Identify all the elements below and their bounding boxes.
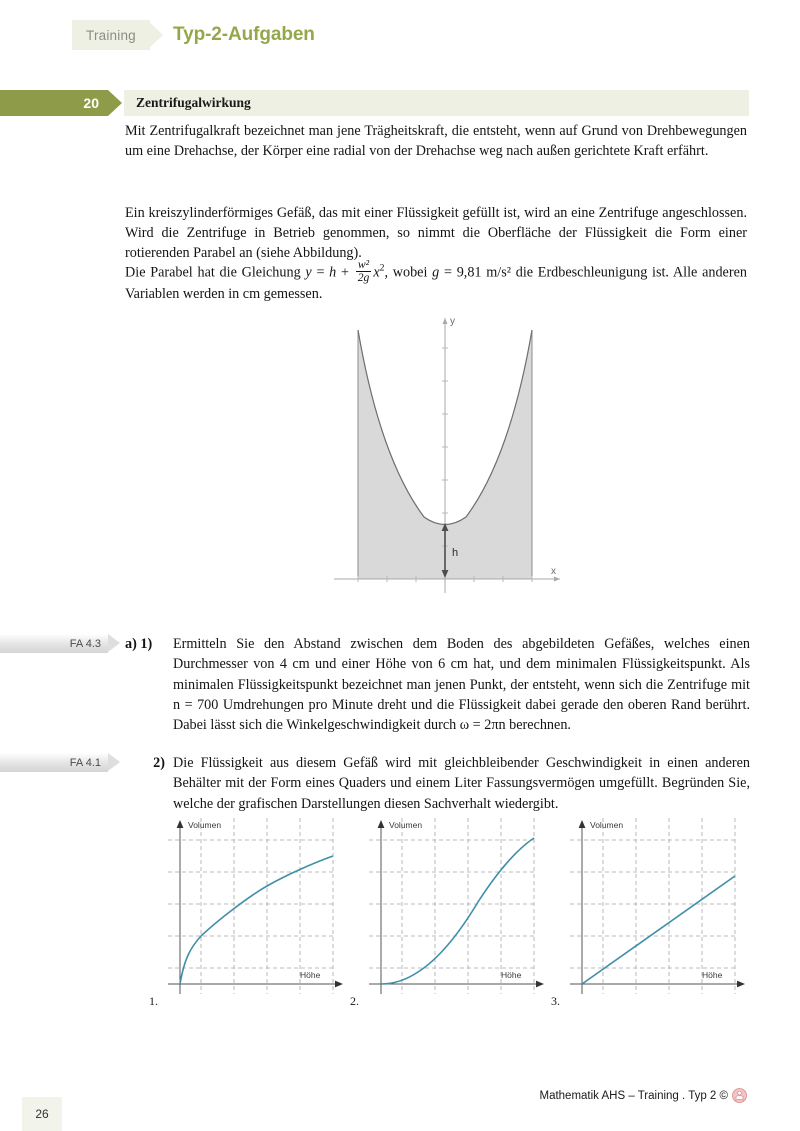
- subtask-a2-text: Die Flüssigkeit aus diesem Gefäß wird mit gleichbleibender Geschwindigkeit in einen anderen Behälter mit der Form eines Quaders und einem Liter Fassungsvermögen umgefüllt. Begründen Sie, welche der grafischen Darstellungen diesen Sachverhalt wiedergibt.: [173, 755, 750, 812]
- x-axis-arrowhead: [554, 577, 560, 582]
- training-tab-label: Training: [86, 27, 136, 43]
- var-y: y: [305, 264, 312, 281]
- publisher-logo-icon: [732, 1088, 747, 1103]
- var-x: x: [373, 264, 380, 281]
- chart-2: [350, 818, 544, 1008]
- task-title: Zentrifugalwirkung: [124, 90, 749, 116]
- fa-tag-4-1: FA 4.1: [0, 753, 108, 772]
- fraction-numerator: w²: [356, 259, 372, 272]
- chart-1-curve: [180, 856, 333, 984]
- chart-1-y-arrowhead: [177, 820, 184, 828]
- paragraph-intro: Mit Zentrifugalkraft bezeichnet man jene Trägheitskraft, die entsteht, wenn auf Grund von Drehbewegungen um eine Drehachse, der Körper eine radial von der Drehachse weg nach außen gerichtete Kraft erfährt.: [125, 123, 747, 160]
- subtask-a2: [125, 753, 750, 814]
- chart-1-x-arrowhead: [335, 981, 343, 988]
- task-number-badge: 20: [0, 90, 108, 116]
- chart-1-number-label: 1.: [149, 994, 158, 1008]
- chart-1-x-label: Höhe: [300, 970, 321, 980]
- equation-mid-text: , wobei: [384, 264, 433, 281]
- chart-3-y-label: Volumen: [590, 820, 624, 830]
- fraction-w2-over-2g: [356, 259, 372, 284]
- page-title: Typ-2-Aufgaben: [173, 24, 315, 45]
- training-tab: [72, 20, 150, 50]
- var-x-exponent: 2: [379, 262, 385, 274]
- subtask-a1: [125, 634, 750, 735]
- chart-2-grid: [369, 818, 534, 994]
- subtask-a2-marker: 2): [153, 755, 165, 771]
- chart-1: [149, 818, 343, 1008]
- page-header: [0, 0, 800, 80]
- chart-3-x-arrowhead: [737, 981, 745, 988]
- volume-height-graphs-figure: [148, 812, 750, 1008]
- chart-3-y-arrowhead: [579, 820, 586, 828]
- chart-3: [551, 818, 745, 1008]
- y-axis-label: y: [450, 316, 455, 327]
- chart-3-number-label: 3.: [551, 994, 560, 1008]
- chart-1-y-label: Volumen: [188, 820, 222, 830]
- chart-2-y-label: Volumen: [389, 820, 423, 830]
- plus-sign: +: [336, 264, 354, 281]
- y-axis-arrowhead: [443, 318, 448, 324]
- chart-3-x-label: Höhe: [702, 970, 723, 980]
- height-label: h: [452, 547, 459, 559]
- paragraph-setup: Ein kreiszylinderförmiges Gefäß, das mit einer Flüssigkeit gefüllt ist, wird an eine Zentrifuge angeschlossen. Wird die Zentrifuge in Betrieb genommen, so nimmt die Oberfläche der Flüssigkeit die Form einer rotierenden Parabel an (siehe Abbildung).: [125, 205, 747, 262]
- fa-tag-4-3-arrow: [108, 634, 120, 652]
- subtask-a1-text: Ermitteln Sie den Abstand zwischen dem Boden des abgebildeten Gefäßes, welches einen Durchmesser von 4 cm und einer Höhe von 6 cm hat, und dem minimalen Flüssigkeitspunkt. Als minimalen Flüssigkeitspunkt bezeichnet man jenen Punkt, der entsteht, wenn sich die Zentrifuge mit n = 700 Umdrehungen pro Minute dreht und die Flüssigkeit dabei gerade den oberen Rand berührt. Dabei lässt sich die Winkelgeschwindigkeit durch ω = 2πn berechnen.: [173, 636, 750, 734]
- var-g: g: [432, 264, 440, 281]
- chart-2-number-label: 2.: [350, 994, 359, 1008]
- chart-1-grid: [168, 818, 333, 994]
- chart-2-y-arrowhead: [378, 820, 385, 828]
- task-number-arrow: [108, 90, 122, 116]
- eq-sign: =: [311, 264, 330, 281]
- chart-2-x-arrowhead: [536, 981, 544, 988]
- training-tab-arrow: [147, 20, 163, 50]
- chart-2-x-label: Höhe: [501, 970, 522, 980]
- fa-tag-4-3: FA 4.3: [0, 634, 108, 653]
- var-h: h: [329, 264, 337, 281]
- x-axis-label: x: [551, 566, 556, 577]
- task-header-bar: [0, 90, 800, 116]
- equation-lead-text: Die Parabel hat die Gleichung: [125, 264, 306, 281]
- footer-credit: [539, 1088, 747, 1103]
- fa-tag-4-1-arrow: [108, 753, 120, 771]
- subtask-a1-marker: a) 1): [125, 636, 153, 652]
- fraction-denominator: 2g: [357, 271, 370, 285]
- parabola-figure: [320, 308, 570, 600]
- chart-2-curve: [381, 838, 534, 984]
- page-number: 26: [22, 1097, 62, 1131]
- footer-credit-text: Mathematik AHS – Training . Typ 2 ©: [539, 1089, 728, 1102]
- equation-tail-text: = 9,81 m/s² die Erdbeschleunigung ist. Alle anderen Variablen werden in cm gemessen.: [125, 264, 747, 303]
- chart-3-grid: [570, 818, 735, 994]
- paragraph-equation: [125, 259, 747, 305]
